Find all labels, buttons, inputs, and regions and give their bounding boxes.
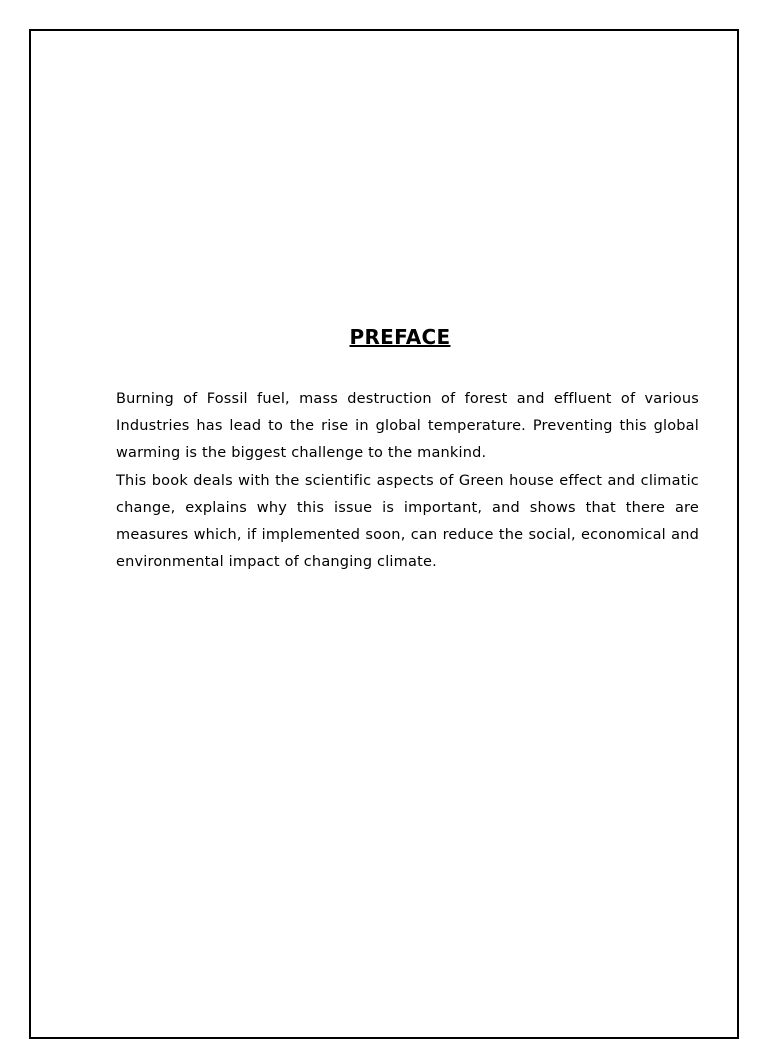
- paragraph: Burning of Fossil fuel, mass destruction of forest and effluent of various Industries has lead to the rise in global temperature. Preventing this global warming is the biggest challenge to the mankind.: [116, 391, 699, 462]
- page-title: PREFACE: [349, 325, 451, 349]
- preface-body: [116, 386, 699, 576]
- paragraph: This book deals with the scientific aspects of Green house effect and climatic change, explains why this issue is important, and shows that there are measures which, if implemented soon, can reduce the social, economical and environmental impact of changing climate.: [116, 472, 699, 571]
